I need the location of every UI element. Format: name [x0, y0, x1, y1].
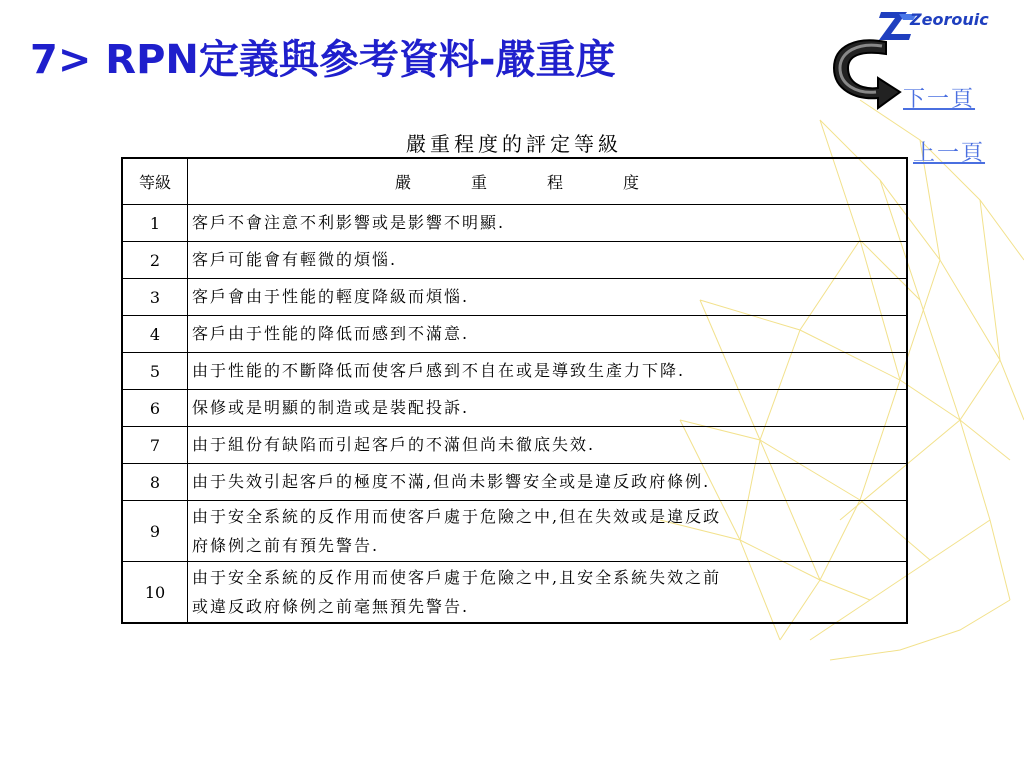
severity-level: 6: [122, 390, 188, 427]
table-row: [122, 501, 907, 562]
severity-level: 1: [122, 205, 188, 242]
next-page-link[interactable]: 下一頁: [903, 87, 976, 112]
severity-description: [188, 353, 908, 390]
previous-page-link[interactable]: 上一頁: [913, 141, 986, 166]
severity-description: [188, 562, 908, 624]
table-row: [122, 242, 907, 279]
description-line: 府條例之前有預先警告.: [192, 536, 380, 555]
description-line: 由于組份有缺陷而引起客戶的不滿但尚未徹底失效.: [192, 435, 596, 454]
severity-level: 7: [122, 427, 188, 464]
table-row: [122, 427, 907, 464]
table-row: [122, 390, 907, 427]
table-row: [122, 464, 907, 501]
description-line: 由于性能的不斷降低而使客戶感到不自在或是導致生產力下降.: [192, 361, 686, 380]
header-level: 等級: [122, 158, 188, 205]
table-row: [122, 279, 907, 316]
table-row: [122, 316, 907, 353]
table-row: [122, 205, 907, 242]
description-line: 客戶可能會有輕微的煩惱.: [192, 250, 398, 269]
severity-description: [188, 242, 908, 279]
description-line: 客戶會由于性能的輕度降級而煩惱.: [192, 287, 470, 306]
severity-grade-table: [121, 157, 908, 624]
severity-level: 3: [122, 279, 188, 316]
severity-level: 4: [122, 316, 188, 353]
description-line: 由于安全系統的反作用而使客戶處于危險之中,但在失效或是違反政: [192, 507, 722, 526]
description-line: 由于安全系統的反作用而使客戶處于危險之中,且安全系統失效之前: [192, 568, 722, 587]
table-row: [122, 562, 907, 624]
severity-level: 5: [122, 353, 188, 390]
severity-level: 8: [122, 464, 188, 501]
severity-description: [188, 501, 908, 562]
severity-description: [188, 427, 908, 464]
severity-description: [188, 279, 908, 316]
description-line: 客戶不會注意不利影響或是影響不明顯.: [192, 213, 506, 232]
severity-description: [188, 464, 908, 501]
severity-level: 2: [122, 242, 188, 279]
document-title: 嚴重程度的評定等級: [406, 132, 622, 156]
description-line: 保修或是明顯的制造或是裝配投訴.: [192, 398, 470, 417]
description-line: 或違反政府條例之前毫無預先警告.: [192, 597, 470, 616]
severity-level: 9: [122, 501, 188, 562]
severity-description: [188, 316, 908, 353]
return-arrow-icon[interactable]: [826, 32, 904, 110]
severity-description: [188, 205, 908, 242]
description-line: 客戶由于性能的降低而感到不滿意.: [192, 324, 470, 343]
logo-wordmark: Zeorouic: [910, 10, 989, 29]
header-severity: 嚴重程度: [188, 158, 908, 205]
severity-description: [188, 390, 908, 427]
severity-level: 10: [122, 562, 188, 624]
description-line: 由于失效引起客戶的極度不滿,但尚未影響安全或是違反政府條例.: [192, 472, 711, 491]
table-row: [122, 353, 907, 390]
slide-title: 7> RPN定義與參考資料-嚴重度: [30, 37, 616, 83]
table-header-row: [122, 158, 907, 205]
